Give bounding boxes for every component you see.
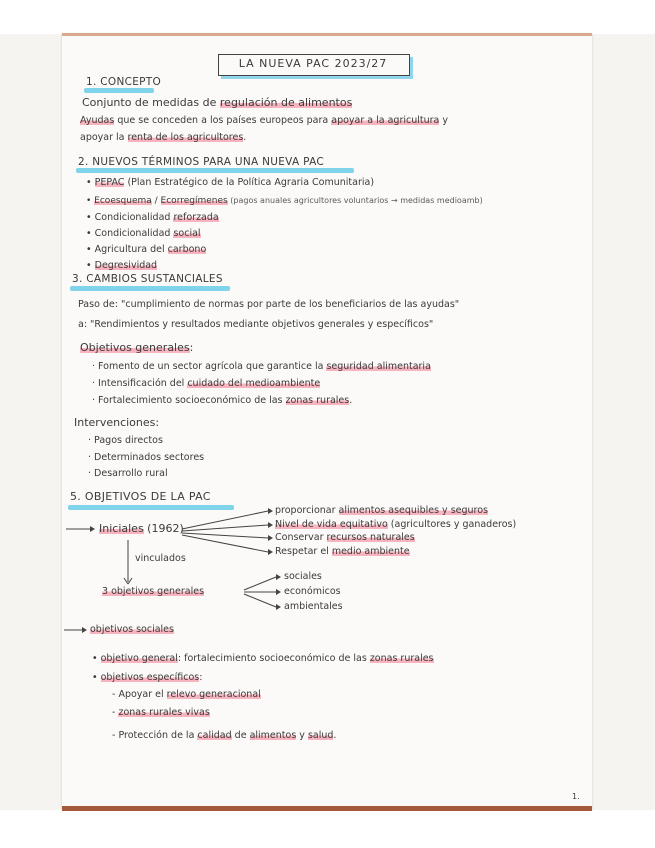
- highlight: Degresividad: [94, 260, 158, 271]
- highlight: reforzada: [173, 212, 219, 223]
- iniciales-label: [99, 522, 184, 536]
- text: (agricultores y ganaderos): [387, 519, 517, 530]
- text: Desarrollo rural: [94, 468, 168, 479]
- highlight: alimentos: [249, 730, 297, 741]
- term-item-4: • Condicionalidad social: [86, 228, 201, 239]
- text: Agricultura del: [94, 244, 168, 255]
- arrowhead: [82, 627, 87, 633]
- objetivo-general-line: • objetivo general: fortalecimiento socioeconómico de las zonas rurales: [92, 653, 434, 664]
- highlight: zonas rurales vivas: [118, 707, 210, 718]
- text: y: [296, 730, 308, 741]
- highlight: 3 objetivos generales: [102, 586, 205, 597]
- term-item-5: • Agricultura del carbono: [86, 244, 207, 255]
- paso-de-line: Paso de: "cumplimiento de normas por parte de los beneficiarios de las ayudas": [78, 299, 460, 310]
- intervenciones-label: Intervenciones:: [74, 416, 160, 429]
- term-item-1: • PEPAC (Plan Estratégico de la Política Agraria Comunitaria): [86, 177, 375, 188]
- highlight: alimentos asequibles y seguros: [338, 505, 488, 516]
- text: proporcionar: [275, 505, 339, 516]
- highlight: calidad: [197, 730, 232, 741]
- especifico-item-3: - Protección de la calidad de alimentos y salud.: [112, 730, 337, 741]
- section-1-heading: 1. CONCEPTO: [86, 76, 162, 88]
- note: (pagos anuales agricultores voluntarios → medidas medioamb): [227, 196, 483, 205]
- page-title: LA NUEVA PAC 2023/27: [238, 57, 388, 70]
- text: Condicionalidad: [94, 212, 174, 223]
- objetivos-especificos-line: • objetivos específicos:: [92, 672, 203, 683]
- page-number: 1.: [572, 792, 580, 801]
- vinculados-arrowhead-left: [124, 578, 128, 584]
- text: .: [243, 132, 247, 143]
- text: (Plan Estratégico de la Política Agraria Comunitaria): [124, 177, 375, 188]
- text: Intensificación del: [98, 378, 188, 389]
- tres-objetivos-label: [102, 585, 204, 599]
- especifico-item-1: - Apoyar el relevo generacional: [112, 689, 261, 700]
- text: Protección de la: [118, 730, 198, 741]
- highlight: apoyar a la agricultura: [331, 115, 440, 126]
- highlight: Ecorregímenes: [160, 196, 228, 206]
- text: : fortalecimiento socioeconómico de las: [177, 653, 370, 664]
- text: Conservar: [275, 532, 327, 543]
- highlight: Ecoesquema: [94, 196, 152, 206]
- text: Fortalecimiento socioeconómico de las: [98, 395, 286, 406]
- intervencion-item-2: · Determinados sectores: [88, 452, 205, 463]
- highlight: cuidado del medioambiente: [187, 378, 321, 389]
- arrowhead: [268, 535, 273, 541]
- term-item-6: • Degresividad: [86, 260, 158, 271]
- text: Respetar el: [275, 546, 332, 557]
- highlight: regulación de alimentos: [219, 96, 353, 109]
- highlight: Ayudas: [80, 115, 115, 126]
- arrowhead: [268, 508, 273, 514]
- highlight: salud: [307, 730, 334, 741]
- highlight: medio ambiente: [331, 546, 410, 557]
- objetivo-item-3: · Fortalecimiento socioeconómico de las zonas rurales.: [92, 395, 353, 406]
- text: apoyar la: [80, 132, 128, 143]
- highlight: renta de los agricultores: [127, 132, 244, 143]
- text: y: [439, 115, 449, 126]
- text: Conjunto de medidas de: [82, 96, 220, 109]
- highlight: carbono: [167, 244, 207, 255]
- inicial-item-3: [275, 531, 415, 545]
- objetivo-general-ambientales: ambientales: [284, 601, 343, 612]
- text: /: [151, 196, 161, 206]
- highlight: social: [173, 228, 201, 239]
- vinculados-arrowhead-right: [128, 578, 132, 584]
- a-line: a: "Rendimientos y resultados mediante objetivos generales y específicos": [78, 319, 434, 330]
- section-3-heading: 3. CAMBIOS SUSTANCIALES: [72, 273, 223, 285]
- text: que se conceden a los países europeos para: [114, 115, 332, 126]
- text: Pagos directos: [94, 435, 163, 446]
- objetivo-branch-3: [244, 594, 276, 607]
- text: .: [349, 395, 353, 406]
- inicial-item-4: [275, 545, 410, 559]
- highlight: objetivo general: [100, 653, 178, 664]
- highlight: zonas rurales: [369, 653, 434, 664]
- highlight: seguridad alimentaria: [326, 361, 431, 372]
- arrowhead: [268, 549, 273, 555]
- objetivos-sociales-label: [90, 623, 174, 637]
- text: :: [189, 341, 194, 354]
- text: Determinados sectores: [94, 452, 205, 463]
- text: Condicionalidad: [94, 228, 174, 239]
- text: :: [199, 672, 203, 683]
- arrowhead: [90, 526, 95, 532]
- arrowhead: [276, 574, 281, 580]
- arrowhead: [276, 604, 281, 610]
- text: Fomento de un sector agrícola que garantice la: [98, 361, 327, 372]
- objetivo-branch-1: [244, 577, 276, 590]
- highlight: PEPAC: [94, 177, 125, 188]
- highlight: objetivos sociales: [90, 624, 174, 635]
- text: (1962): [143, 522, 184, 535]
- arrowhead: [276, 589, 281, 595]
- objetivo-general-economicos: económicos: [284, 586, 341, 597]
- term-item-3: • Condicionalidad reforzada: [86, 212, 219, 223]
- intervencion-item-1: · Pagos directos: [88, 435, 163, 446]
- vinculados-label: vinculados: [135, 553, 186, 564]
- text: Apoyar el: [118, 689, 167, 700]
- arrowhead: [268, 522, 273, 528]
- section-2-heading: 2. NUEVOS TÉRMINOS PARA UNA NUEVA PAC: [78, 156, 325, 168]
- text: .: [333, 730, 337, 741]
- inicial-item-2: [275, 518, 516, 532]
- highlight: Objetivos generales: [80, 341, 190, 354]
- term-item-2: • Ecoesquema / Ecorregímenes (pagos anuales agricultores voluntarios → medidas medioamb): [86, 196, 483, 206]
- especifico-item-2: - zonas rurales vivas: [112, 707, 210, 718]
- highlight: Nivel de vida equitativo: [275, 519, 388, 530]
- objetivo-item-2: · Intensificación del cuidado del medioambiente: [92, 378, 321, 389]
- text: de: [231, 730, 250, 741]
- inicial-item-1: [275, 504, 488, 518]
- highlight: recursos naturales: [326, 532, 415, 543]
- highlight: zonas rurales: [285, 395, 350, 406]
- highlight: Iniciales: [99, 522, 144, 535]
- highlight: relevo generacional: [166, 689, 261, 700]
- objetivo-general-sociales: sociales: [284, 571, 322, 582]
- intervencion-item-3: · Desarrollo rural: [88, 468, 168, 479]
- objetivo-item-1: · Fomento de un sector agrícola que garantice la seguridad alimentaria: [92, 361, 431, 372]
- section-5-heading: 5. OBJETIVOS DE LA PAC: [70, 490, 211, 503]
- highlight: objetivos específicos: [100, 672, 200, 683]
